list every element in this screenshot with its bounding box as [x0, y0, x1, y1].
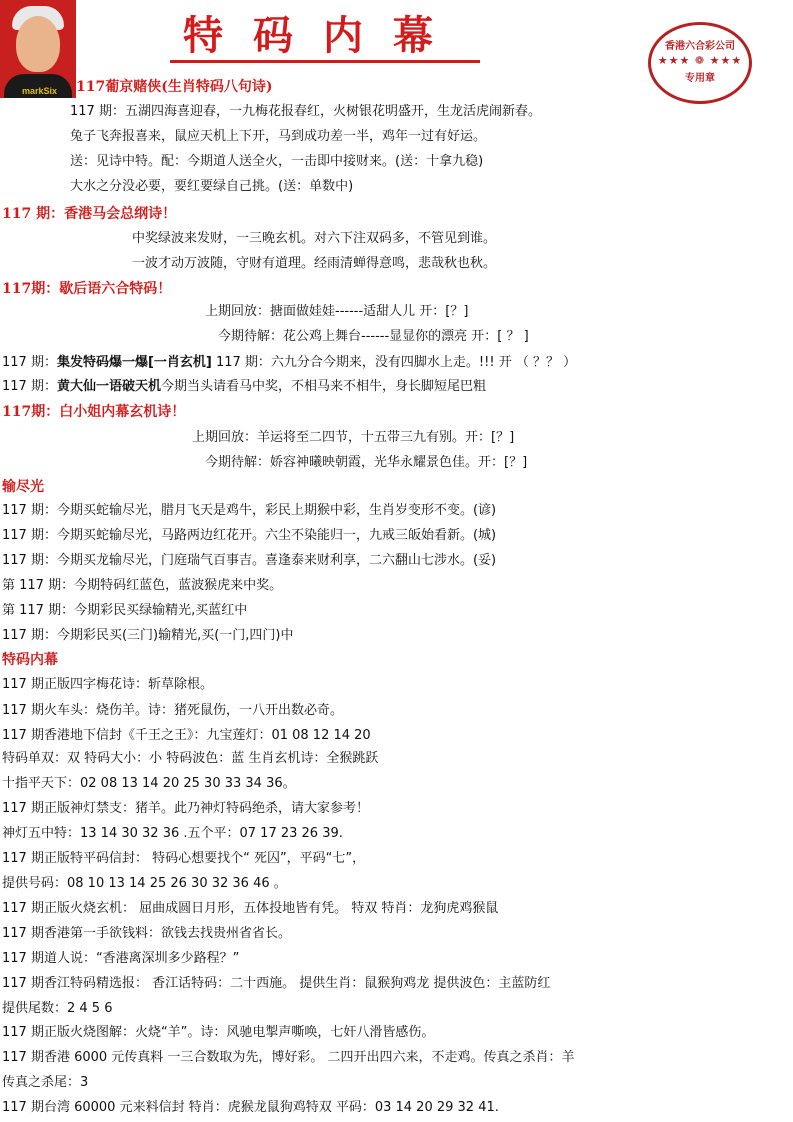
last-period-replay: 上期回放：搪面做娃娃------适甜人儿 开：[？] — [205, 304, 469, 319]
lose-all-line: 117 期：今期买蛇输尽光，腊月飞天是鸡牛，彩民上期猴中彩，生肖岁变形不变。(谚) — [2, 503, 497, 518]
lose-all-line: 117 期：今期彩民买(三门)输精光,买(一门,四门)中 — [2, 628, 294, 643]
poem-line: 大水之分没必要，要红要绿自己挑。(送：单数中) — [70, 179, 354, 194]
poem-line: 兔子飞奔报喜来，鼠应天机上下开，马到成功差一半，鸡年一过有好运。 — [70, 129, 487, 144]
lose-all-line: 第 117 期：今期彩民买绿输精光,买蓝红中 — [2, 603, 248, 618]
wong-tai-sin-text: 今期当头请看马中奖，不相马来不相牛，身长脚短尾巴粗 — [160, 379, 486, 394]
poem-line: 送：见诗中特。配：今期道人送全火，一击即中接财来。(送：十拿九稳) — [70, 154, 484, 169]
title-underline — [170, 60, 480, 63]
author-photo — [0, 0, 76, 98]
last-period-replay: 上期回放：羊运将至二四节，十五带三九有别。开：[？] — [192, 430, 515, 445]
inside-info-line: 十指平天下：02 08 13 14 20 25 30 33 34 36。 — [2, 776, 296, 791]
inside-info-line: 117 期正版特平码信封： 特码心想要找个“ 死囚”，平码“七”， — [2, 851, 366, 866]
inside-info-line: 117 期香港地下信封《千王之王》：九宝莲灯：01 08 12 14 20 — [2, 728, 371, 743]
inside-info-line: 117 期正版四字梅花诗：斩草除根。 — [2, 677, 213, 692]
period-prefix: 117 期： — [2, 379, 57, 394]
section-heading-jockey-club: 117 期：香港马会总纲诗！ — [2, 206, 177, 222]
inside-info-line: 特码单双：双 特码大小：小 特码波色：蓝 生肖玄机诗：全猴跳跃 — [2, 751, 379, 766]
page-title: 特码内幕 — [183, 12, 463, 59]
lose-all-line: 第 117 期：今期特码红蓝色，蓝波猴虎来中奖。 — [2, 578, 283, 593]
poem-line: 一波才动万波随，守财有道理。经雨清蝉得意鸣，悲哉秋也秋。 — [132, 256, 497, 271]
inside-info-line: 117 期正版火烧玄机： 屈曲成圆日月形，五体投地皆有凭。 特双 特肖：龙狗虎鸡猴鼠 — [2, 901, 499, 916]
inside-info-line: 117 期火车头：烧伤羊。诗：猪死鼠伤，一八开出数必奇。 — [2, 703, 343, 718]
period-prefix: 117 期： — [2, 355, 57, 370]
seal-stars: ★★★ ❁ ★★★ — [657, 54, 743, 67]
inside-info-line: 117 期香港 6000 元传真料 一三合数取为先，博好彩。 二四开出四六来，不走鸡。传真之杀肖：羊 — [2, 1050, 575, 1065]
inside-info-line: 117 期正版火烧图解：火烧“羊”。诗：风驰电掣声嘶唤，七奸八滑皆感伤。 — [2, 1025, 435, 1040]
inside-info-line: 117 期正版神灯禁支：猪羊。此乃神灯特码绝杀，请大家参考！ — [2, 801, 369, 816]
seal-use-text: 专用章 — [685, 73, 715, 84]
lose-all-line: 117 期：今期买龙输尽光，门庭瑞气百事吉。喜逢泰来财利享，二六翻山七涉水。(妥) — [2, 553, 497, 568]
photo-face — [16, 16, 60, 72]
inside-info-line: 117 期香江特码精选报： 香江话特码：二十西施。 提供生肖：鼠猴狗鸡龙 提供波色：主蓝防红 — [2, 976, 551, 991]
poem-line: 中奖绿波来发财，一三晚玄机。对六下注双码多，不管见到谁。 — [132, 231, 497, 246]
photo-watermark: markSix — [22, 86, 58, 96]
current-period-riddle: 今期待解：花公鸡上舞台------显显你的漂亮 开：[ ？ ] — [218, 329, 529, 344]
current-period-riddle: 今期待解：娇容神曦映朝霞，光华永耀景色佳。开：[？] — [205, 455, 528, 470]
section-heading-xiehouyu: 117期：歇后语六合特码！ — [2, 281, 172, 297]
section-heading-puji: 117葡京赌侠(生肖特码八句诗) — [76, 79, 273, 95]
inside-info-line: 传真之杀尾：3 — [2, 1075, 89, 1090]
inside-info-line: 提供尾数：2 4 5 6 — [2, 1001, 113, 1016]
jifa-text: 117 期：六九分合今期来，没有四脚水上走。!!! 开 （ ？？ ） — [211, 355, 577, 370]
inside-info-line: 117 期香港第一手欲钱料：欲钱去找贵州省省长。 — [2, 926, 291, 941]
inside-info-line: 117 期道人说：“香港离深圳多少路程？” — [2, 951, 240, 966]
jifa-title: 集发特码爆一爆[一肖玄机] — [56, 355, 212, 370]
inside-info-line: 117 期台湾 60000 元来料信封 特肖：虎猴龙鼠狗鸡特双 平码：03 14 20 29 32 41. — [2, 1100, 499, 1115]
lose-all-line: 117 期：今期买蛇输尽光，马路两边红花开。六尘不染能归一，九戒三皈始看新。(城) — [2, 528, 497, 543]
company-seal — [648, 22, 752, 104]
wong-tai-sin-title: 黄大仙一语破天机 — [56, 379, 161, 394]
section-heading-inside-info: 特码内幕 — [2, 652, 58, 668]
inside-info-line: 神灯五中特：13 14 30 32 36 .五个平：07 17 23 26 39. — [2, 826, 343, 841]
inside-info-line: 提供号码：08 10 13 14 25 26 30 32 36 46 。 — [2, 876, 287, 891]
jifa-line — [2, 355, 576, 371]
wong-tai-sin-line — [2, 379, 486, 395]
section-heading-bai-xiaojie: 117期：白小姐内幕玄机诗！ — [2, 404, 186, 420]
section-heading-lose-all: 输尽光 — [2, 479, 44, 495]
poem-line: 117 期：五湖四海喜迎春，一九梅花报春红，火树银花明盛开，生龙活虎闹新春。 — [70, 104, 541, 119]
seal-ring-text: 香港六合彩公司 — [665, 41, 735, 52]
